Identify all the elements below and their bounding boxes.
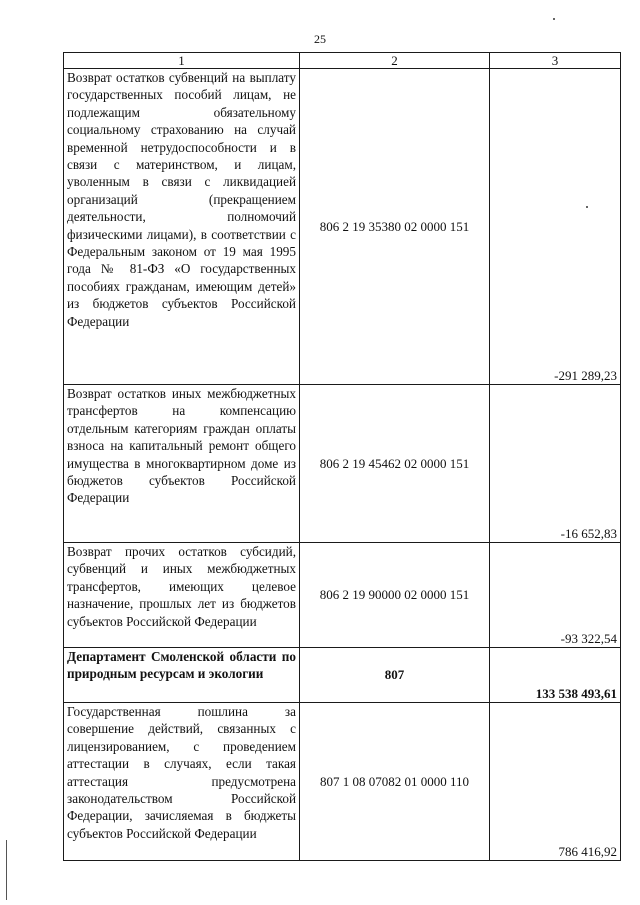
row-description: Департамент Смоленской области по природным ресурсам и экологии [64, 648, 300, 703]
table-row [64, 543, 621, 648]
budget-table [63, 52, 621, 861]
row-code: 806 2 19 35380 02 0000 151 [300, 69, 490, 385]
row-amount: -291 289,23 [490, 69, 621, 385]
column-header: 1 [64, 53, 300, 69]
row-code: 806 2 19 45462 02 0000 151 [300, 385, 490, 543]
row-description: Возврат прочих остатков субсидий, субвенций и иных межбюджетных трансфертов, имеющих целевое назначение, прошлых лет из бюджетов субъектов Российской Федерации [64, 543, 300, 648]
table-row-department [64, 648, 621, 703]
row-code: 807 1 08 07082 01 0000 110 [300, 703, 490, 861]
scan-speck [553, 18, 555, 20]
table-row [64, 703, 621, 861]
column-header: 2 [300, 53, 490, 69]
row-description: Государственная пошлина за совершение действий, связанных с лицензированием, с проведением аттестации в случаях, если такая аттестация предусмотрена законодательством Российской Федерации, зачисляемая в бюджеты субъектов Российской Федерации [64, 703, 300, 861]
row-code: 806 2 19 90000 02 0000 151 [300, 543, 490, 648]
row-code: 807 [300, 648, 490, 703]
table-header-row [64, 53, 621, 69]
row-amount: -93 322,54 [490, 543, 621, 648]
row-description: Возврат остатков субвенций на выплату государственных пособий лицам, не подлежащим обязательному социальному страхованию на случай временной нетрудоспособности и в связи с материнством, и лицам, уволенным в связи с ликвидацией организаций (прекращением деятельности, полномочий физическими лицами), в соответствии с Федеральным законом от 19 мая 1995 года № 81-ФЗ «О государственных пособиях гражданам, имеющим детей» из бюджетов субъектов Российской Федерации [64, 69, 300, 385]
column-header: 3 [490, 53, 621, 69]
scan-speck [586, 206, 588, 208]
row-description: Возврат остатков иных межбюджетных трансфертов на компенсацию отдельным категориям граждан оплаты взноса на капитальный ремонт общего имущества в многоквартирном доме из бюджетов субъектов Российской Федерации [64, 385, 300, 543]
row-amount: -16 652,83 [490, 385, 621, 543]
row-amount: 133 538 493,61 [490, 648, 621, 703]
table-row [64, 385, 621, 543]
row-amount: 786 416,92 [490, 703, 621, 861]
scan-margin-line [6, 840, 7, 900]
table-row [64, 69, 621, 385]
page-number: 25 [314, 32, 326, 46]
